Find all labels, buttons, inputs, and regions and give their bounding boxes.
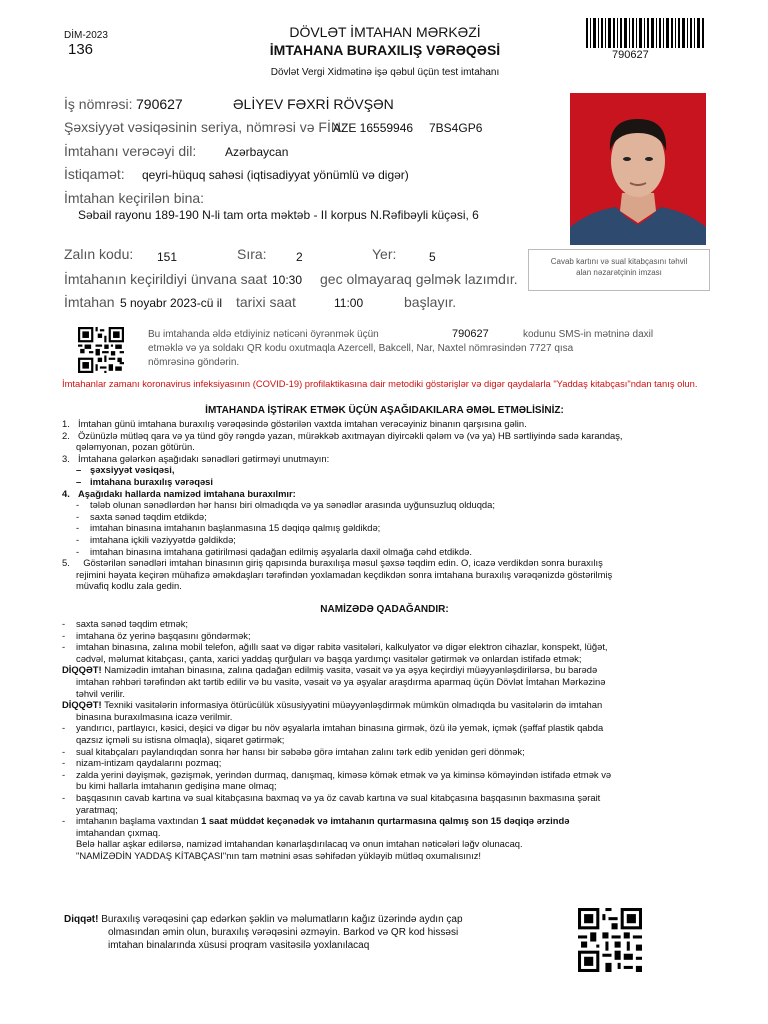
closing-note-memo: "NAMİZƏDİN YADDAŞ KİTABÇASI"nın tam mətnini əsas səhifədən yükləyib mütləq oxumalısınız! [76, 849, 482, 861]
sms-text-line3: nömrəsinə göndərin. [148, 357, 240, 368]
forbidden-item: - imtahana öz yerinə başqasını göndərmək; [62, 629, 251, 641]
forbidden-item: - nizam-intizam qaydalarını pozmaq; [62, 757, 222, 769]
forbidden-item: - imtahanın başlama vaxtından 1 saat müddət keçənədək və imtahanın qurtarmasına qalmış son 15 dəqiqə ərzində [62, 815, 570, 827]
direction-label: İstiqamət: [64, 166, 125, 182]
forbidden-item-cont: imtahandan çıxmaq. [76, 826, 161, 838]
doc-subtitle: Dövlət Vergi Xidmətinə işə qəbul üçün test imtahanı [270, 67, 500, 78]
rule-4-item: - imtahan binasına imtahanın başlanmasına 15 dəqiqə qalmış gəldikdə; [76, 522, 381, 534]
forbidden-title: NAMİZƏDƏ QADAĞANDIR: [320, 604, 449, 615]
sms-text-line2: etməklə və ya soldakı QR kodu oxutmaqla Azercell, Bakcell, Nar, Naxtel nömrəsindən 7727 qısa [148, 343, 574, 354]
rule-2: 2. Özünüzlə mütləq qara və ya tünd göy rəngdə yazan, mürəkkəb axıtmayan diyircəkli qələm və (və ya) HB sərtliyində sadə karandaş, [62, 429, 623, 441]
hall-value: 151 [157, 250, 178, 264]
id-value: AZE 16559946 [333, 121, 414, 135]
start-suffix: başlayır. [404, 294, 457, 310]
date-suffix: tarixi saat [236, 294, 296, 310]
language-label: İmtahanı verəcəyi dil: [64, 143, 197, 159]
doc-title: İMTAHANA BURAXILIŞ VƏRƏQƏSİ [269, 42, 501, 58]
attention-1: DİQQƏT! Namizədin imtahan binasına, zalına qadağan edilmiş vasitə, vəsait və ya əşya keçirdiyi müəyyənləşdirilərsə, bu barədə [62, 664, 598, 676]
rule-4-item: - imtahana içkili vəziyyətdə gəldikdə; [76, 533, 236, 545]
language-value: Azərbaycan [225, 145, 289, 159]
exam-date: 5 noyabr 2023-cü il [120, 296, 223, 310]
rule-4: 4. Aşağıdakı hallarda namizəd imtahana buraxılmır: [62, 487, 296, 499]
sms-text-part1: Bu imtahanda əldə etdiyiniz nəticəni öyrənmək üçün [148, 329, 379, 340]
covid-notice: İmtahanlar zamanı koronavirus infeksiyasının (COVID-19) profilaktikasına dair metodiki göstərişlər və digər qaydalarla "Yaddaş kitabçası"ndan tanış olun. [62, 378, 698, 389]
footer-label: Diqqət! [64, 914, 99, 925]
rule-4-item: - tələb olunan sənədlərdən hər hansı biri olmadıqda və ya sənədlər arasında uyğunsuzluq olduqda; [76, 499, 495, 511]
attention-1-cont: təhvil verilir. [76, 687, 125, 699]
sms-code: 790627 [452, 328, 489, 340]
row-value: 2 [296, 250, 303, 264]
signature-box-text: Cavab kartını və sual kitabçasını təhvil alan nəzarətçinin imzası [550, 257, 688, 277]
org-title: DÖVLƏT İMTAHAN MƏRKƏZİ [289, 24, 481, 40]
qr-code-sms [78, 327, 124, 373]
rule-3-item: – imtahana buraxılış vərəqəsi [76, 475, 213, 487]
job-number-label: İş nömrəsi: [64, 96, 133, 112]
fin-value: 7BS4GP6 [429, 121, 483, 135]
job-number-value: 790627 [136, 96, 183, 112]
forbidden-item: - sual kitabçaları paylandıqdan sonra hər hansı bir səbəbə görə imtahan zalını tərk edib yenidən geri dönmək; [62, 745, 525, 757]
building-value: Səbail rayonu 189-190 N-li tam orta məktəb - II korpus N.Rəfibəyli küçəsi, 6 [78, 208, 479, 222]
hall-label: Zalın kodu: [64, 246, 134, 262]
rule-5-cont: müvafiq kodlu zala gedin. [76, 580, 182, 592]
rule-5-cont: rejimini həyata keçirən mühafizə əməkdaşları tərəfindən yoxlamadan keçdikdən sonra imtahana buraxılış vərəqənizdə göstərilmiş [76, 568, 613, 580]
barcode-number: 790627 [612, 49, 649, 61]
attention-1-cont: imtahan rəhbəri tərəfindən akt tərtib edilir və bu vasitə, vəsait və ya əşyalar araşdırma aparmaq üçün Dövlət İmtahan Mərkəzinə [76, 675, 606, 687]
rule-4-item: - imtahan binasına imtahana gətirilməsi qadağan edilmiş əşyalarla daxil olmağa cəhd etdikdə. [76, 545, 472, 557]
forbidden-item: - saxta sənəd təqdim etmək; [62, 618, 189, 629]
arrival-time: 10:30 [272, 273, 303, 287]
arrival-suffix: gec olmayaraq gəlmək lazımdır. [320, 271, 518, 287]
row-label: Sıra: [237, 246, 267, 262]
id-label: Şəxsiyyət vəsiqəsinin seriya, nömrəsi və FİN: [64, 119, 345, 135]
rules-list [62, 418, 707, 592]
seat-label: Yer: [372, 246, 397, 262]
attention-2: DİQQƏT! Texniki vasitələrin informasiya ötürücülük xüsusiyyətini müəyyənləşdirmək mümkün olmadıqda bu vasitələrin də imtahan [62, 699, 603, 711]
forbidden-item-cont: cədvəl, məlumat kitabçası, çanta, xarici yaddaş qurğuları və başqa yardımçı vasitələr gətirmək və onlardan istifadə etmək; [76, 652, 582, 664]
rule-2-cont: qələmyonan, pozan götürün. [76, 441, 195, 453]
rules-title: İMTAHANDA İŞTİRAK ETMƏK ÜÇÜN AŞAĞIDAKILARA ƏMƏL ETMƏLİSİNİZ: [205, 405, 564, 416]
forbidden-item: - başqasının cavab kartına və sual kitabçasına baxmaq və ya öz cavab kartına və sual kitabçasına başqasının baxmasına şərait [62, 791, 601, 803]
sms-text-part2: kodunu SMS-in mətninə daxil [523, 329, 654, 340]
rule-3-item: – şəxsiyyət vəsiqəsi, [76, 464, 175, 476]
forbidden-item: - imtahan binasına, zalına mobil telefon, ağıllı saat və digər rabitə vasitələri, kalkulyator və digər elektron cihazlar, konspekt, lüğət, [62, 641, 608, 653]
forbidden-item: - yandırıcı, partlayıcı, kəsici, deşici və digər bu növ əşyalarla imtahan binasına girmək, özü ilə yemək, içmək (şəffaf plastik qabda [62, 722, 604, 734]
doc-number: 136 [68, 41, 94, 58]
attention-2-cont: binasına buraxılmasına icazə verilmir. [76, 710, 233, 722]
closing-note: Belə hallar aşkar edilərsə, namizəd imtahandan kənarlaşdırılacaq və onun imtahan nəticələri ləğv olunacaq. [76, 838, 523, 850]
barcode [586, 18, 704, 48]
footer-note: Diqqət! Buraxılış vərəqəsini çap edərkən şəklin və məlumatların kağız üzərində aydın çap olmasından əmin olun, buraxılış vərəqəsini əzməyin. Barkod və QR kod hissəsi imtahan binalarında xüsusi proqram vasitəsilə yoxlanılacaq [64, 914, 463, 951]
rule-5: 5. Göstərilən sənədləri imtahan binasının giriş qapısında buraxılışa məsul şəxsə təqdim edin. O, icazə verdikdən sonra buraxılış [62, 557, 603, 569]
candidate-photo [570, 93, 706, 245]
rule-1: 1. İmtahan günü imtahana buraxılış vərəqəsində göstərilən vaxtda imtahan verəcəyiniz binanın qarşısına gəlin. [62, 418, 527, 429]
rule-4-item: - saxta sənəd təqdim etdikdə; [76, 510, 207, 522]
forbidden-item-cont: bu kimi hallarla imtahanın gedişinə mane olmaq; [76, 780, 277, 792]
arrival-label: İmtahanın keçirildiyi ünvana saat [64, 271, 268, 287]
signature-box [528, 249, 710, 291]
doc-code: DİM-2023 [64, 30, 108, 41]
building-label: İmtahan keçirilən bina: [64, 190, 205, 206]
exam-time: 11:00 [334, 296, 364, 310]
exam-label: İmtahan [64, 294, 115, 310]
seat-value: 5 [429, 250, 436, 264]
forbidden-item-cont: qazsız içməli su istisna olmaqla), siqaret gətirmək; [76, 733, 285, 745]
forbidden-list [62, 618, 707, 861]
candidate-name: ƏLİYEV FƏXRİ RÖVŞƏN [233, 96, 394, 112]
qr-code-verify [578, 908, 642, 972]
direction-value: qeyri-hüquq sahəsi (iqtisadiyyat yönümlü və digər) [142, 168, 409, 182]
forbidden-item-cont: yaratmaq; [76, 803, 118, 815]
forbidden-item: - zalda yerini dəyişmək, gəzişmək, yerindən durmaq, danışmaq, kiməsə kömək etmək və ya kiminsə köməyindən istifadə etmək və [62, 768, 612, 780]
rule-3: 3. İmtahana gələrkən aşağıdakı sənədləri gətirməyi unutmayın: [62, 452, 330, 464]
